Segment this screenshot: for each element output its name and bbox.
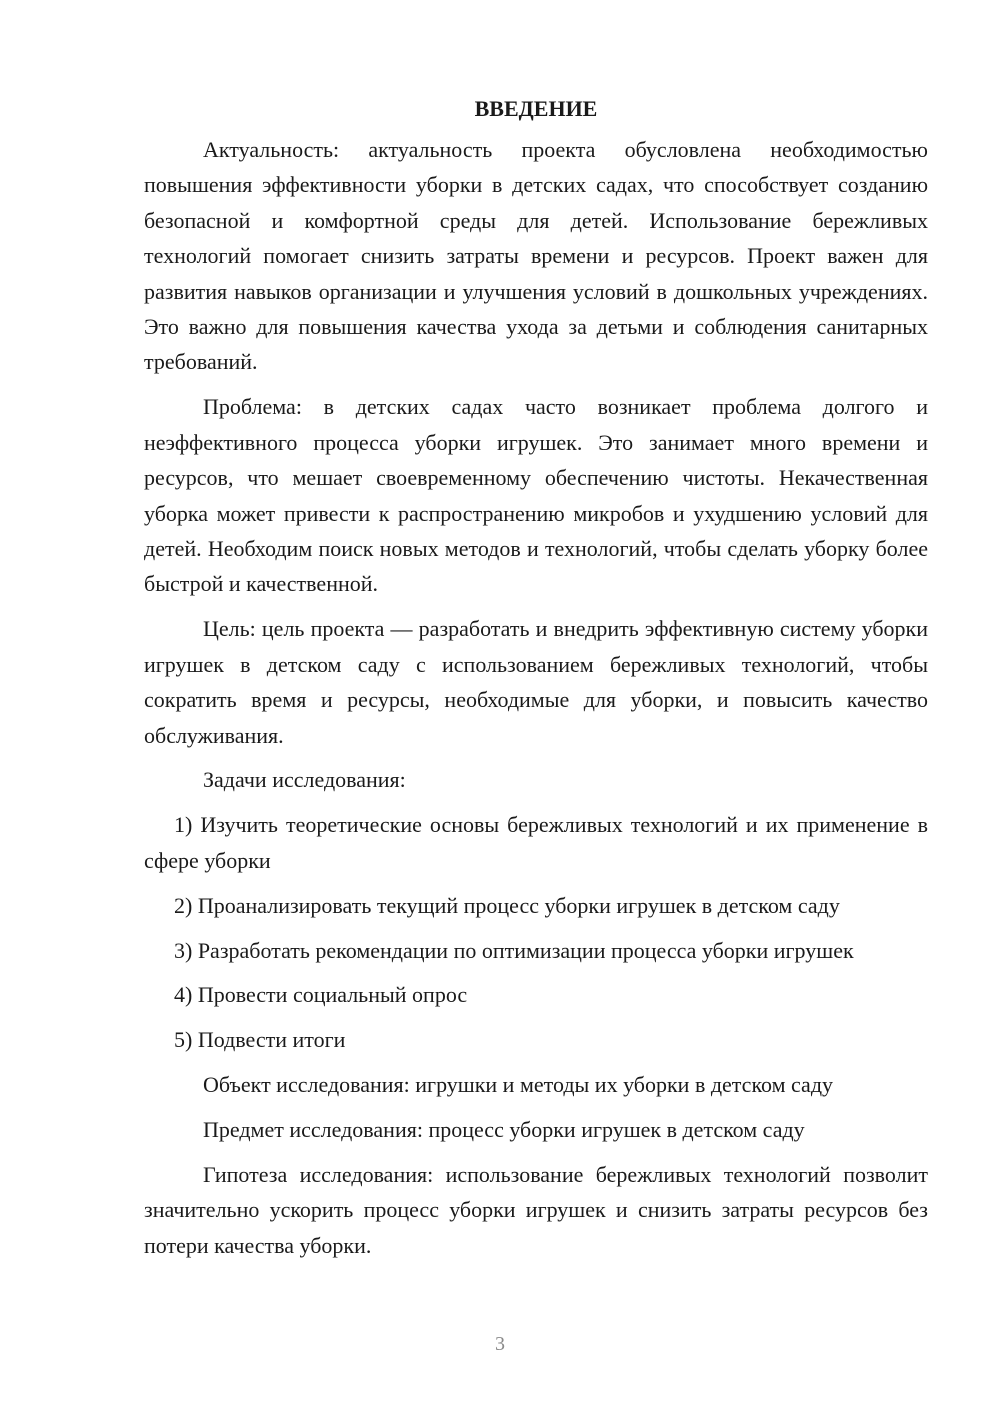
task-item: 1) Изучить теоретические основы бережливых технологий и их применение в сфере уборки bbox=[144, 812, 928, 873]
task-item: 2) Проанализировать текущий процесс уборки игрушек в детском саду bbox=[174, 892, 840, 918]
page-number: 3 bbox=[495, 1333, 505, 1355]
subject-paragraph: Предмет исследования: процесс уборки игрушек в детском саду bbox=[203, 1117, 805, 1143]
page-title: ВВЕДЕНИЕ bbox=[474, 96, 598, 121]
task-item: 4) Провести социальный опрос bbox=[174, 982, 468, 1008]
relevance-paragraph: Актуальность: актуальность проекта обусловлена необходимостью повышения эффективности уборки в детских садах, что способствует созданию безопасной и комфортной среды для детей. Использование бережливых технологий помогает снизить затраты времени и ресурсов. Проект важен для развития навыков организации и улучшения условий в дошкольных учреждениях. Это важно для повышения качества ухода за детьми и соблюдения санитарных требований. bbox=[144, 137, 928, 375]
object-paragraph: Объект исследования: игрушки и методы их уборки в детском саду bbox=[203, 1072, 834, 1098]
problem-paragraph: Проблема: в детских садах часто возникает проблема долгого и неэффективного процесса уборки игрушек. Это занимает много времени и ресурсов, что мешает своевременному обеспечению чистоты. Некачественная уборка может привести к распространению микробов и ухудшению условий для детей. Необходим поиск новых методов и технологий, чтобы сделать уборку более быстрой и качественной. bbox=[144, 394, 928, 597]
hypothesis-paragraph: Гипотеза исследования: использование бережливых технологий позволит значительно ускорить процесс уборки игрушек и снизить затраты ресурсов без потери качества уборки. bbox=[144, 1162, 928, 1258]
task-item: 5) Подвести итоги bbox=[174, 1027, 346, 1053]
document-page bbox=[144, 92, 928, 1273]
tasks-heading: Задачи исследования: bbox=[203, 767, 406, 793]
goal-paragraph: Цель: цель проекта — разработать и внедрить эффективную систему уборки игрушек в детском саду с использованием бережливых технологий, чтобы сократить время и ресурсы, необходимые для уборки, и повысить качество обслуживания. bbox=[144, 616, 928, 748]
task-item: 3) Разработать рекомендации по оптимизации процесса уборки игрушек bbox=[174, 937, 854, 963]
